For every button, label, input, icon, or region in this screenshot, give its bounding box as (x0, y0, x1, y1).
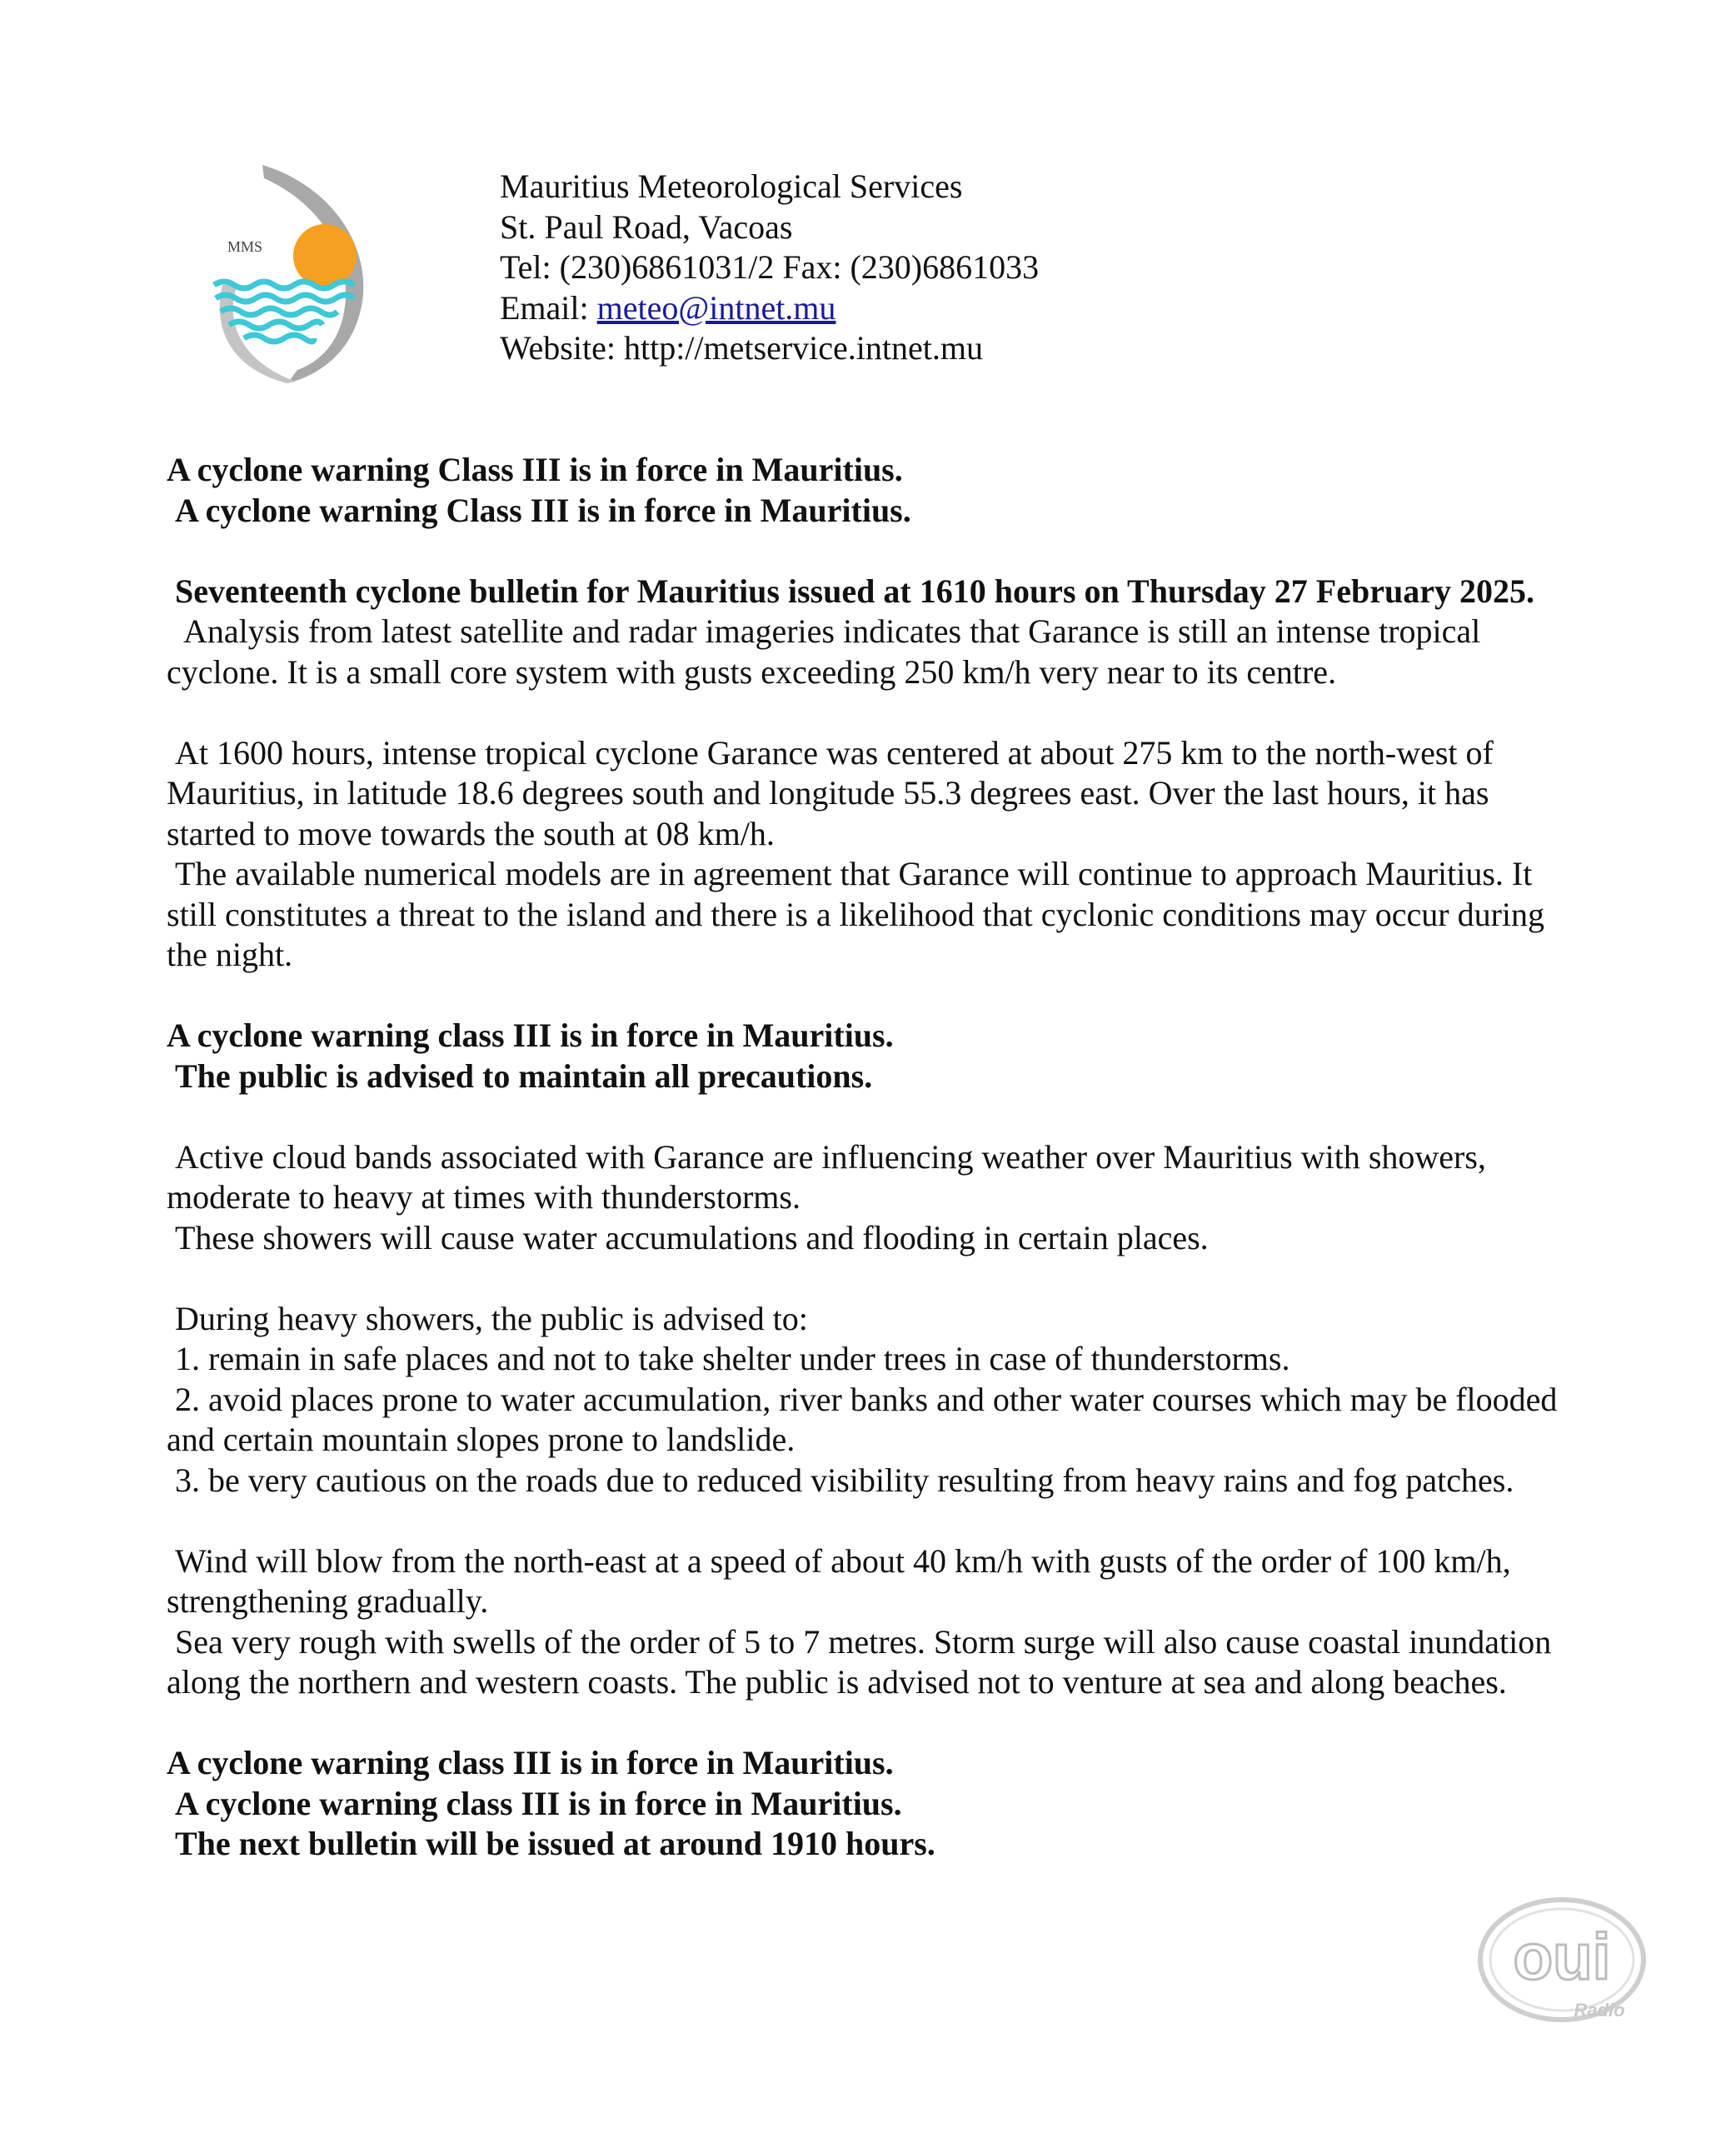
org-email-line (500, 288, 1039, 329)
advice-item-3: 3. be very cautious on the roads due to reduced visibility resulting from heavy rains and fog patches. (167, 1461, 1514, 1499)
showers-intro: During heavy showers, the public is advised to: (167, 1299, 808, 1337)
contact-header (500, 167, 1039, 369)
bulletin-title: Seventeenth cyclone bulletin for Mauritius issued at 1610 hours on Thursday 27 February 2025. (167, 572, 1534, 610)
org-phone: Tel: (230)6861031/2 Fax: (230)6861033 (500, 248, 1040, 286)
watermark-text: oui (1513, 1920, 1611, 1993)
logo-text: MMS (227, 238, 263, 255)
warning-line-4: A cyclone warning class III is in force in Mauritius. (167, 1744, 894, 1781)
watermark-subtext: Radio (1574, 2000, 1625, 2021)
radio-watermark (1474, 1891, 1649, 2033)
warning-line-2: A cyclone warning Class III is in force in Mauritius. (167, 491, 911, 529)
wind-paragraph: Wind will blow from the north-east at a speed of about 40 km/h with gusts of the order of 100 km/h, strengthening gradually. (167, 1541, 1519, 1620)
advice-item-2: 2. avoid places prone to water accumulation, river banks and other water courses which may be flooded and certain mountain slopes prone to landslide. (167, 1380, 1566, 1458)
position-paragraph: At 1600 hours, intense tropical cyclone Garance was centered at about 275 km to the north-west of Mauritius, in latitude 18.6 degrees south and longitude 55.3 degrees east. Over the last hours, it has started to move towards the south at 08 km/h. (167, 733, 1502, 852)
org-name: Mauritius Meteorological Services (500, 167, 963, 205)
oui-radio-logo-icon (1474, 1891, 1649, 2033)
org-address: St. Paul Road, Vacoas (500, 207, 793, 246)
warning-line-5: A cyclone warning class III is in force in Mauritius. (167, 1784, 902, 1822)
next-bulletin: The next bulletin will be issued at around 1910 hours. (167, 1825, 935, 1862)
warning-line-3: A cyclone warning class III is in force in Mauritius. (167, 1017, 894, 1054)
flooding-paragraph: These showers will cause water accumulations and flooding in certain places. (167, 1218, 1209, 1256)
analysis-paragraph: Analysis from latest satellite and radar imageries indicates that Garance is still an intense tropical cyclone. It is a small core system with gusts exceeding 250 km/h very near to its centre. (167, 612, 1489, 691)
sea-paragraph: Sea very rough with swells of the order of 5 to 7 metres. Storm surge will also cause coastal inundation along the northern and western coasts. The public is advised not to venture at sea and along beaches. (167, 1622, 1560, 1701)
warning-line-1: A cyclone warning Class III is in force in Mauritius. (167, 451, 903, 488)
models-paragraph: The available numerical models are in agreement that Garance will continue to approach Mauritius. It still constitutes a threat to the island and there is a likelihood that cyclonic conditions may occur during the night. (167, 855, 1554, 973)
advice-item-1: 1. remain in safe places and not to take shelter under trees in case of thunderstorms. (167, 1340, 1290, 1377)
email-link[interactable]: meteo@intnet.mu (596, 288, 836, 327)
org-website: Website: http://metservice.intnet.mu (500, 329, 983, 367)
precautions-advice: The public is advised to maintain all precautions. (167, 1057, 873, 1095)
mms-logo-icon (204, 160, 371, 387)
clouds-paragraph: Active cloud bands associated with Garance are influencing weather over Mauritius with showers, moderate to heavy at times with thunderstorms. (167, 1137, 1494, 1216)
mms-logo (204, 160, 371, 387)
email-label: Email: (500, 288, 597, 327)
bulletin-body (167, 450, 1574, 1865)
